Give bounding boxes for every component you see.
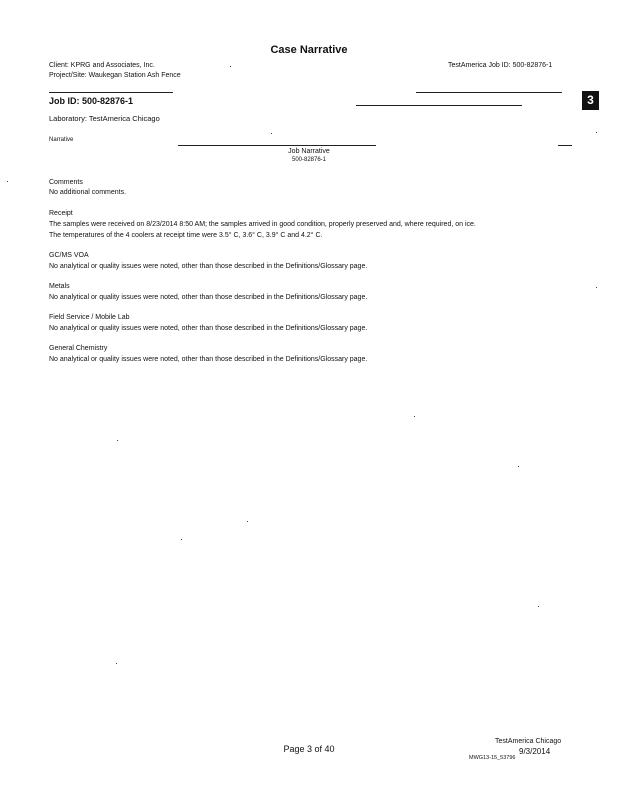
page-title: Case Narrative	[270, 44, 348, 56]
scan-speck	[271, 133, 272, 134]
job-narrative-title: Job Narrative	[288, 148, 330, 155]
section-heading-comments: Comments	[49, 179, 83, 186]
footer-code: MWG13-15_53796	[469, 755, 516, 761]
section-heading-gcms-voa: GC/MS VOA	[49, 252, 89, 259]
section-text-metals: No analytical or quality issues were noted, other than those described in the Definitions/Glossary page.	[49, 294, 368, 301]
section-heading-general-chemistry: General Chemistry	[49, 345, 108, 352]
laboratory-line: Laboratory: TestAmerica Chicago	[49, 114, 160, 123]
narrative-rule-right	[558, 145, 572, 146]
scan-speck	[117, 440, 118, 441]
narrative-label: Narrative	[49, 137, 74, 143]
header-rule-right	[416, 92, 562, 93]
page-number: Page 3 of 40	[283, 744, 335, 754]
scan-speck	[230, 66, 231, 67]
section-heading-field-service: Field Service / Mobile Lab	[49, 314, 130, 321]
scan-speck	[7, 181, 8, 182]
section-text-gcms-voa: No analytical or quality issues were noted, other than those described in the Definitions/Glossary page.	[49, 263, 368, 270]
section-heading-receipt: Receipt	[49, 210, 73, 217]
section-text-general-chemistry: No analytical or quality issues were noted, other than those described in the Definitions/Glossary page.	[49, 356, 368, 363]
scan-speck	[538, 606, 539, 607]
section-text-receipt-2: The temperatures of the 4 coolers at receipt time were 3.5° C, 3.6° C, 3.9° C and 4.2° C.	[49, 232, 323, 239]
scan-speck	[116, 663, 117, 664]
job-narrative-number: 500-82876-1	[291, 157, 327, 163]
footer-lab-name: TestAmerica Chicago	[495, 738, 562, 745]
section-text-receipt-1: The samples were received on 8/23/2014 8:50 AM; the samples arrived in good condition, properly preserved and, where required, on ice.	[49, 221, 476, 228]
section-tab-badge: 3	[582, 91, 599, 110]
section-text-comments: No additional comments.	[49, 189, 127, 196]
header-rule-left	[49, 92, 173, 93]
header-rule-mid	[356, 105, 522, 106]
footer-date: 9/3/2014	[519, 747, 551, 756]
section-heading-metals: Metals	[49, 283, 70, 290]
testamerica-job-id: TestAmerica Job ID: 500-82876-1	[448, 62, 553, 69]
scan-speck	[596, 132, 597, 133]
project-line: Project/Site: Waukegan Station Ash Fence	[49, 72, 181, 79]
scan-speck	[414, 416, 415, 417]
scan-speck	[181, 539, 182, 540]
client-line: Client: KPRG and Associates, Inc.	[49, 62, 155, 69]
job-id-heading: Job ID: 500-82876-1	[49, 96, 134, 106]
narrative-rule	[178, 145, 376, 146]
scan-speck	[247, 521, 248, 522]
scan-speck	[518, 466, 519, 467]
scan-speck	[596, 287, 597, 288]
section-text-field-service: No analytical or quality issues were noted, other than those described in the Definitions/Glossary page.	[49, 325, 368, 332]
